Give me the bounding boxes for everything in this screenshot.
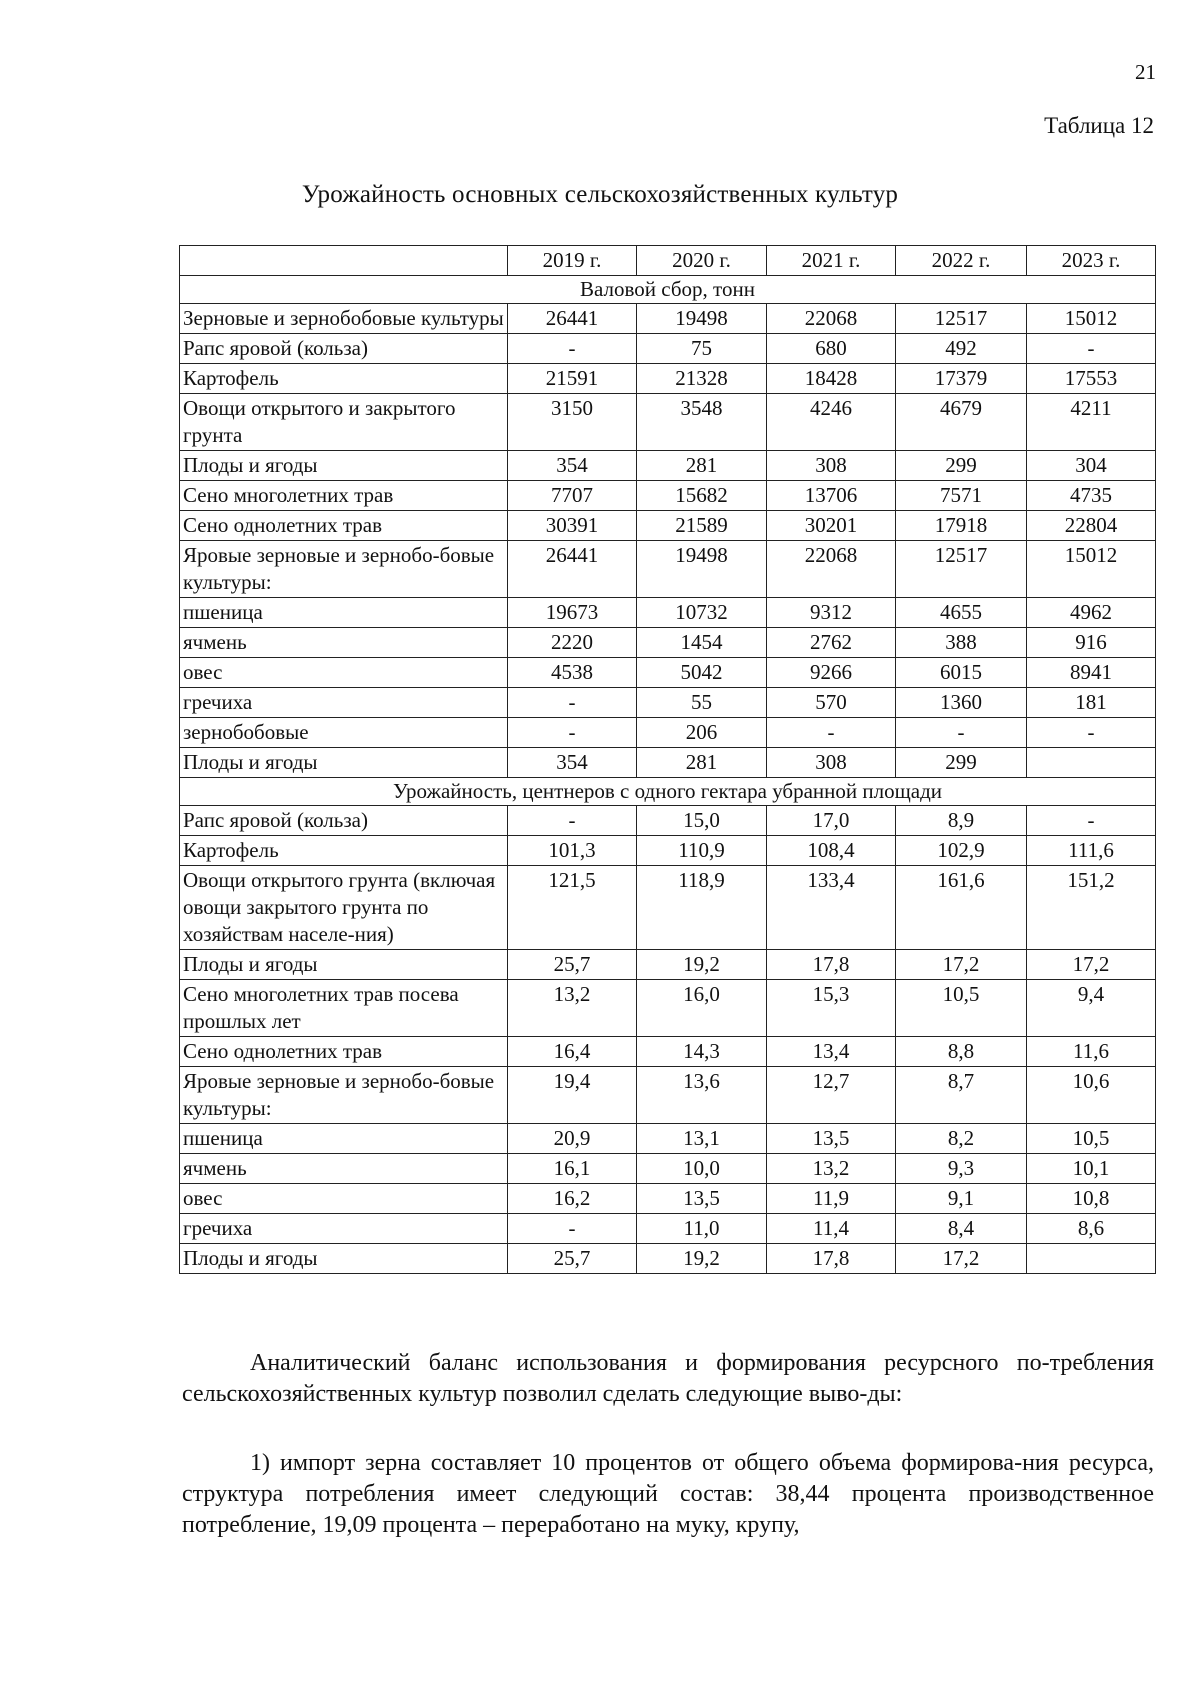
value-cell: 5042 bbox=[637, 658, 767, 688]
value-cell: 19673 bbox=[508, 598, 637, 628]
value-cell: 17379 bbox=[896, 364, 1027, 394]
value-cell: 18428 bbox=[767, 364, 896, 394]
value-cell: 10732 bbox=[637, 598, 767, 628]
section-header-row bbox=[180, 778, 1156, 806]
table-label: Таблица 12 bbox=[1044, 113, 1154, 138]
table-row bbox=[180, 1184, 1156, 1214]
value-cell: 2220 bbox=[508, 628, 637, 658]
table-row bbox=[180, 806, 1156, 836]
value-cell: - bbox=[508, 688, 637, 718]
table-row bbox=[180, 950, 1156, 980]
value-cell: 13,2 bbox=[508, 980, 637, 1037]
value-cell: 9266 bbox=[767, 658, 896, 688]
table-row bbox=[180, 451, 1156, 481]
value-cell: 8,9 bbox=[896, 806, 1027, 836]
value-cell: 15,0 bbox=[637, 806, 767, 836]
header-year-cell: 2019 г. bbox=[508, 246, 637, 276]
value-cell: 354 bbox=[508, 451, 637, 481]
value-cell: 9312 bbox=[767, 598, 896, 628]
value-cell: 10,8 bbox=[1027, 1184, 1156, 1214]
table-row bbox=[180, 304, 1156, 334]
table-row bbox=[180, 1124, 1156, 1154]
value-cell: 16,2 bbox=[508, 1184, 637, 1214]
row-label: Плоды и ягоды bbox=[180, 1244, 508, 1274]
value-cell: 161,6 bbox=[896, 866, 1027, 950]
value-cell: 4538 bbox=[508, 658, 637, 688]
value-cell: 151,2 bbox=[1027, 866, 1156, 950]
row-label: Яровые зерновые и зернобо-бовые культуры: bbox=[180, 541, 508, 598]
header-year-cell: 2020 г. bbox=[637, 246, 767, 276]
row-label: овес bbox=[180, 658, 508, 688]
value-cell: 19498 bbox=[637, 304, 767, 334]
value-cell: 15,3 bbox=[767, 980, 896, 1037]
value-cell: 8,8 bbox=[896, 1037, 1027, 1067]
value-cell: 12517 bbox=[896, 304, 1027, 334]
value-cell: 21589 bbox=[637, 511, 767, 541]
row-label: пшеница bbox=[180, 598, 508, 628]
value-cell bbox=[1027, 748, 1156, 778]
value-cell: 3150 bbox=[508, 394, 637, 451]
value-cell: 13706 bbox=[767, 481, 896, 511]
section-title: Урожайность, центнеров с одного гектара убранной площади bbox=[180, 778, 1156, 806]
table-body bbox=[180, 246, 1156, 1274]
table-row bbox=[180, 718, 1156, 748]
row-label: зернобобовые bbox=[180, 718, 508, 748]
table-row bbox=[180, 541, 1156, 598]
value-cell: 680 bbox=[767, 334, 896, 364]
value-cell: 110,9 bbox=[637, 836, 767, 866]
value-cell: 26441 bbox=[508, 541, 637, 598]
value-cell: 19,2 bbox=[637, 1244, 767, 1274]
section-title: Валовой сбор, тонн bbox=[180, 276, 1156, 304]
table-row bbox=[180, 1037, 1156, 1067]
value-cell: 20,9 bbox=[508, 1124, 637, 1154]
value-cell: 7707 bbox=[508, 481, 637, 511]
value-cell: 281 bbox=[637, 748, 767, 778]
row-label: Сено однолетних трав bbox=[180, 511, 508, 541]
value-cell: 206 bbox=[637, 718, 767, 748]
table-row bbox=[180, 1154, 1156, 1184]
page-number: 21 bbox=[1135, 60, 1156, 84]
value-cell: 25,7 bbox=[508, 1244, 637, 1274]
value-cell: 304 bbox=[1027, 451, 1156, 481]
table-row bbox=[180, 598, 1156, 628]
value-cell: 10,5 bbox=[896, 980, 1027, 1037]
value-cell: - bbox=[508, 718, 637, 748]
value-cell: 111,6 bbox=[1027, 836, 1156, 866]
row-label: Сено многолетних трав bbox=[180, 481, 508, 511]
value-cell: 281 bbox=[637, 451, 767, 481]
row-label: Плоды и ягоды bbox=[180, 748, 508, 778]
header-year-cell: 2021 г. bbox=[767, 246, 896, 276]
paragraph-analysis: Аналитический баланс использования и формирования ресурсного по-требления сельскохозяйственных культур позволил сделать следующие выво-ды: bbox=[182, 1350, 1154, 1407]
value-cell: - bbox=[508, 1214, 637, 1244]
value-cell: 8,6 bbox=[1027, 1214, 1156, 1244]
row-label: Рапс яровой (кольза) bbox=[180, 806, 508, 836]
table-row bbox=[180, 364, 1156, 394]
value-cell: 16,4 bbox=[508, 1037, 637, 1067]
row-label: Овощи открытого грунта (включая овощи закрытого грунта по хозяйствам населе-ния) bbox=[180, 866, 508, 950]
value-cell: 19,4 bbox=[508, 1067, 637, 1124]
value-cell: 17,2 bbox=[896, 1244, 1027, 1274]
table-row bbox=[180, 481, 1156, 511]
value-cell: 11,6 bbox=[1027, 1037, 1156, 1067]
table-row bbox=[180, 980, 1156, 1037]
value-cell: 17,2 bbox=[896, 950, 1027, 980]
value-cell: 9,3 bbox=[896, 1154, 1027, 1184]
value-cell: 11,0 bbox=[637, 1214, 767, 1244]
value-cell: 13,5 bbox=[637, 1184, 767, 1214]
value-cell: 15012 bbox=[1027, 304, 1156, 334]
value-cell: 9,1 bbox=[896, 1184, 1027, 1214]
value-cell: 8,2 bbox=[896, 1124, 1027, 1154]
table-row bbox=[180, 394, 1156, 451]
value-cell: 4211 bbox=[1027, 394, 1156, 451]
value-cell: 75 bbox=[637, 334, 767, 364]
yield-table bbox=[179, 245, 1156, 1274]
value-cell: 8,7 bbox=[896, 1067, 1027, 1124]
value-cell: 15012 bbox=[1027, 541, 1156, 598]
value-cell: 4655 bbox=[896, 598, 1027, 628]
value-cell: - bbox=[1027, 718, 1156, 748]
value-cell: 1360 bbox=[896, 688, 1027, 718]
value-cell: 30201 bbox=[767, 511, 896, 541]
row-label: гречиха bbox=[180, 688, 508, 718]
value-cell: 9,4 bbox=[1027, 980, 1156, 1037]
value-cell: 492 bbox=[896, 334, 1027, 364]
table-row bbox=[180, 658, 1156, 688]
value-cell: 12,7 bbox=[767, 1067, 896, 1124]
row-label: ячмень bbox=[180, 1154, 508, 1184]
value-cell: 15682 bbox=[637, 481, 767, 511]
value-cell: 19498 bbox=[637, 541, 767, 598]
header-year-cell: 2023 г. bbox=[1027, 246, 1156, 276]
table-row bbox=[180, 334, 1156, 364]
table-header-row bbox=[180, 246, 1156, 276]
row-label: Сено многолетних трав посева прошлых лет bbox=[180, 980, 508, 1037]
value-cell: 354 bbox=[508, 748, 637, 778]
paragraph-import: 1) импорт зерна составляет 10 процентов от общего объема формирова-ния ресурса, структура потребления имеет следующий состав: 38,44 процента производственное потребление, 19,09 процента – переработано на муку, крупу, bbox=[182, 1450, 1154, 1538]
value-cell: 2762 bbox=[767, 628, 896, 658]
value-cell: 10,6 bbox=[1027, 1067, 1156, 1124]
value-cell: 21591 bbox=[508, 364, 637, 394]
row-label: гречиха bbox=[180, 1214, 508, 1244]
value-cell: - bbox=[508, 806, 637, 836]
value-cell: 13,5 bbox=[767, 1124, 896, 1154]
row-label: Плоды и ягоды bbox=[180, 451, 508, 481]
value-cell: 4962 bbox=[1027, 598, 1156, 628]
row-label: ячмень bbox=[180, 628, 508, 658]
row-label: овес bbox=[180, 1184, 508, 1214]
table-row bbox=[180, 836, 1156, 866]
value-cell: 10,5 bbox=[1027, 1124, 1156, 1154]
value-cell: 13,2 bbox=[767, 1154, 896, 1184]
value-cell: 101,3 bbox=[508, 836, 637, 866]
value-cell: 17,0 bbox=[767, 806, 896, 836]
row-label: пшеница bbox=[180, 1124, 508, 1154]
value-cell: 17553 bbox=[1027, 364, 1156, 394]
row-label: Картофель bbox=[180, 836, 508, 866]
value-cell: 916 bbox=[1027, 628, 1156, 658]
value-cell: 13,1 bbox=[637, 1124, 767, 1154]
value-cell: 22068 bbox=[767, 541, 896, 598]
value-cell: 10,0 bbox=[637, 1154, 767, 1184]
table-title: Урожайность основных сельскохозяйственных культур bbox=[301, 181, 899, 208]
value-cell: 55 bbox=[637, 688, 767, 718]
value-cell: 10,1 bbox=[1027, 1154, 1156, 1184]
value-cell: 121,5 bbox=[508, 866, 637, 950]
value-cell: 102,9 bbox=[896, 836, 1027, 866]
row-label: Картофель bbox=[180, 364, 508, 394]
value-cell: 14,3 bbox=[637, 1037, 767, 1067]
table-row bbox=[180, 866, 1156, 950]
section-header-row bbox=[180, 276, 1156, 304]
value-cell: - bbox=[1027, 334, 1156, 364]
value-cell: 570 bbox=[767, 688, 896, 718]
value-cell: 118,9 bbox=[637, 866, 767, 950]
value-cell: 16,0 bbox=[637, 980, 767, 1037]
row-label: Рапс яровой (кольза) bbox=[180, 334, 508, 364]
value-cell: 4735 bbox=[1027, 481, 1156, 511]
value-cell: 4246 bbox=[767, 394, 896, 451]
value-cell: 299 bbox=[896, 451, 1027, 481]
table-row bbox=[180, 688, 1156, 718]
value-cell: 133,4 bbox=[767, 866, 896, 950]
row-label: Сено однолетних трав bbox=[180, 1037, 508, 1067]
value-cell: 3548 bbox=[637, 394, 767, 451]
header-blank-cell bbox=[180, 246, 508, 276]
value-cell: 108,4 bbox=[767, 836, 896, 866]
value-cell: 388 bbox=[896, 628, 1027, 658]
value-cell: 8,4 bbox=[896, 1214, 1027, 1244]
value-cell bbox=[1027, 1244, 1156, 1274]
value-cell: 17,8 bbox=[767, 950, 896, 980]
value-cell: 181 bbox=[1027, 688, 1156, 718]
value-cell: 21328 bbox=[637, 364, 767, 394]
value-cell: 308 bbox=[767, 451, 896, 481]
value-cell: 22804 bbox=[1027, 511, 1156, 541]
row-label: Зерновые и зернобобовые культуры bbox=[180, 304, 508, 334]
value-cell: 11,9 bbox=[767, 1184, 896, 1214]
value-cell: - bbox=[896, 718, 1027, 748]
value-cell: - bbox=[1027, 806, 1156, 836]
table-row bbox=[180, 511, 1156, 541]
table-row bbox=[180, 1244, 1156, 1274]
row-label: Плоды и ягоды bbox=[180, 950, 508, 980]
value-cell: 19,2 bbox=[637, 950, 767, 980]
row-label: Яровые зерновые и зернобо-бовые культуры: bbox=[180, 1067, 508, 1124]
value-cell: 6015 bbox=[896, 658, 1027, 688]
value-cell: 25,7 bbox=[508, 950, 637, 980]
value-cell: - bbox=[767, 718, 896, 748]
value-cell: - bbox=[508, 334, 637, 364]
value-cell: 8941 bbox=[1027, 658, 1156, 688]
row-label: Овощи открытого и закрытого грунта bbox=[180, 394, 508, 451]
value-cell: 22068 bbox=[767, 304, 896, 334]
value-cell: 13,6 bbox=[637, 1067, 767, 1124]
value-cell: 11,4 bbox=[767, 1214, 896, 1244]
value-cell: 299 bbox=[896, 748, 1027, 778]
table-row bbox=[180, 1067, 1156, 1124]
value-cell: 30391 bbox=[508, 511, 637, 541]
table-row bbox=[180, 1214, 1156, 1244]
value-cell: 16,1 bbox=[508, 1154, 637, 1184]
value-cell: 17918 bbox=[896, 511, 1027, 541]
value-cell: 308 bbox=[767, 748, 896, 778]
value-cell: 13,4 bbox=[767, 1037, 896, 1067]
header-year-cell: 2022 г. bbox=[896, 246, 1027, 276]
value-cell: 17,2 bbox=[1027, 950, 1156, 980]
value-cell: 1454 bbox=[637, 628, 767, 658]
value-cell: 12517 bbox=[896, 541, 1027, 598]
table-row bbox=[180, 748, 1156, 778]
value-cell: 7571 bbox=[896, 481, 1027, 511]
value-cell: 26441 bbox=[508, 304, 637, 334]
value-cell: 4679 bbox=[896, 394, 1027, 451]
table-row bbox=[180, 628, 1156, 658]
value-cell: 17,8 bbox=[767, 1244, 896, 1274]
